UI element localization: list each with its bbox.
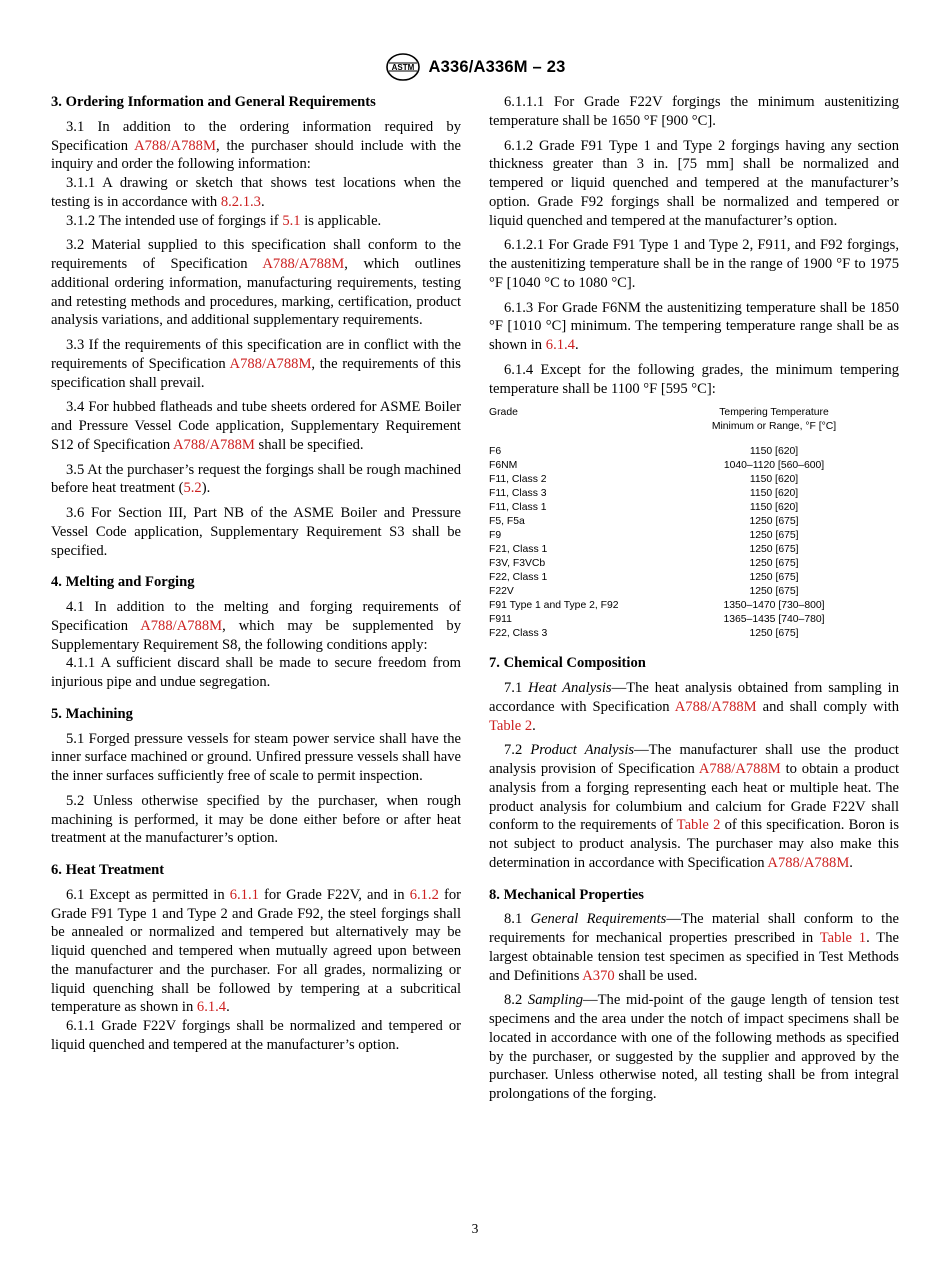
- paragraph-6-1-2: 6.1.2 Grade F91 Type 1 and Type 2 forgings having any section thickness greater than 3 in. [75 mm] shall be normalized and tempered or liquid quenched and tempered at the manufacturer’s option. Grade F92 forgings shall be normalized and tempered or liquid quenched and tempered at the manufacturer’s option.: [489, 137, 899, 229]
- paragraph-3-3: 3.3 If the requirements of this specification are in conflict with the requirements of Specification A788/A788M, the requirements of this specification shall prevail.: [51, 337, 461, 391]
- table-row: F3V, F3VCb 1250 [675]: [489, 558, 799, 570]
- table-row: F22, Class 1 1250 [675]: [489, 572, 799, 584]
- right-column: [489, 93, 899, 1104]
- table-row: F11, Class 2 1150 [620]: [489, 474, 799, 486]
- table-header-temp-1: Tempering Temperature: [719, 407, 829, 419]
- link-6-1-1[interactable]: 6.1.1: [229, 886, 259, 903]
- tempering-temperature-table: [489, 406, 899, 641]
- paragraph-6-1-4: 6.1.4 Except for the following grades, the minimum tempering temperature shall be 1100 °F [595 °C]:: [489, 361, 899, 397]
- paragraph-8-2: 8.2 Sampling—The mid-point of the gauge length of tension test specimens and the area under the notch of impact specimens shall be located in accordance with one of the following methods as specified by the purchaser, or suggested by the supplier and approved by the purchaser. Unless otherwise noted, all testing shall be from integral prolongations of the forging.: [489, 992, 900, 1102]
- table-row: F21, Class 1 1250 [675]: [489, 544, 799, 556]
- paragraph-5-1: 5.1 Forged pressure vessels for steam power service shall have the inner surface machined or ground. Unfired pressure vessels shall have the inner surfaces sufficiently free of scale to permit inspection.: [51, 730, 461, 784]
- table-row: F911 1365–1435 [740–780]: [489, 614, 825, 626]
- page-number: 3: [471, 1221, 479, 1236]
- paragraph-6-1-1-1: 6.1.1.1 For Grade F22V forgings the minimum austenitizing temperature shall be 1650 °F [900 °C].: [489, 94, 899, 129]
- section-title-3: 3. Ordering Information and General Requirements: [51, 94, 376, 110]
- link-6-1-2[interactable]: 6.1.2: [409, 886, 439, 903]
- link-a370[interactable]: A370: [582, 967, 615, 984]
- paragraph-3-1-1: 3.1.1 A drawing or sketch that shows test locations when the testing is in accordance with 8.2.1.3.: [51, 175, 461, 210]
- section-title-8: 8. Mechanical Properties: [489, 886, 644, 903]
- table-row: F91 Type 1 and Type 2, F92 1350–1470 [730–800]: [489, 600, 825, 612]
- link-a788[interactable]: A788/A788M: [767, 854, 850, 871]
- table-row: F9 1250 [675]: [489, 530, 799, 542]
- paragraph-7-1: 7.1 Heat Analysis—The heat analysis obtained from sampling in accordance with Specification A788/A788M and shall comply with Table 2.: [489, 680, 899, 734]
- table-row: F11, Class 3 1150 [620]: [489, 488, 799, 500]
- svg-text:ASTM: ASTM: [391, 63, 414, 72]
- paragraph-3-4: 3.4 For hubbed flatheads and tube sheets ordered for ASME Boiler and Pressure Vessel Code application, Supplementary Requirement S12 of Specification A788/A788M shall be specified.: [51, 399, 461, 453]
- paragraph-4-1: 4.1 In addition to the melting and forging requirements of Specification A788/A788M, which may be supplemented by Supplementary Requirement S8, the following conditions apply:: [51, 599, 461, 653]
- table-row: F6NM 1040–1120 [560–600]: [489, 460, 825, 472]
- link-a788[interactable]: A788/A788M: [173, 436, 255, 453]
- link-8-2-1-3[interactable]: 8.2.1.3: [220, 193, 261, 210]
- link-table-1[interactable]: Table 1: [819, 930, 867, 946]
- link-5-2[interactable]: 5.2: [183, 480, 202, 497]
- paragraph-8-1: 8.1 General Requirements—The material shall conform to the requirements for mechanical properties prescribed in Table 1. The largest obtainable tension test specimen as specified in Test Methods and Definitions A370 shall be used.: [489, 911, 900, 984]
- section-title-5: 5. Machining: [51, 705, 133, 722]
- left-column: [51, 93, 461, 1055]
- paragraph-5-2: 5.2 Unless otherwise specified by the purchaser, when rough machining is performed, it may be done either before or after heat treatment at the manufacturer’s option.: [51, 792, 461, 847]
- table-row: F6 1150 [620]: [489, 446, 799, 458]
- astm-logo-icon: [385, 52, 421, 82]
- page-header: [0, 52, 950, 82]
- link-a788[interactable]: A788/A788M: [134, 137, 216, 154]
- paragraph-3-5: 3.5 At the purchaser’s request the forgings shall be rough machined before heat treatment (5.2).: [51, 461, 461, 497]
- section-title-4: 4. Melting and Forging: [51, 574, 195, 591]
- link-table-2[interactable]: Table 2: [489, 717, 533, 734]
- link-a788[interactable]: A788/A788M: [229, 355, 312, 372]
- paragraph-4-1-1: 4.1.1 A sufficient discard shall be made to secure freedom from injurious pipe and undue segregation.: [51, 655, 461, 690]
- link-5-1[interactable]: 5.1: [282, 212, 301, 229]
- paragraph-3-1: 3.1 In addition to the ordering information required by Specification A788/A788M, the purchaser should include with the inquiry and order the following information:: [51, 118, 461, 173]
- paragraph-6-1: 6.1 Except as permitted in 6.1.1 for Grade F22V, and in 6.1.2 for Grade F91 Type 1 and Type 2 and Grade F92, the steel forgings shall be annealed or normalized and tempered but alternatively may be liquid quenched and tempered when mutually agreed upon between the manufacturer and the purchaser. For all grades, normalizing or liquid quenching shall be followed by tempering at a subcritical temperature as shown in 6.1.4.: [51, 886, 461, 1016]
- section-title-7: 7. Chemical Composition: [489, 655, 646, 672]
- table-header-temp-2: Minimum or Range, °F [°C]: [711, 420, 837, 432]
- document-code: A336/A336M – 23: [428, 57, 566, 76]
- link-a788[interactable]: A788/A788M: [698, 761, 781, 777]
- link-a788[interactable]: A788/A788M: [262, 256, 345, 272]
- paragraph-6-1-3: 6.1.3 For Grade F6NM the austenitizing temperature shall be 1850 °F [1010 °C] minimum. The tempering temperature range shall be as shown in 6.1.4.: [489, 299, 899, 353]
- section-title-6: 6. Heat Treatment: [51, 862, 165, 878]
- paragraph-3-6: 3.6 For Section III, Part NB of the ASME Boiler and Pressure Vessel Code application, Supplementary Requirement S3 shall be specified.: [51, 505, 461, 559]
- link-6-1-4[interactable]: 6.1.4: [545, 337, 575, 353]
- table-row: F22V 1250 [675]: [489, 586, 799, 598]
- paragraph-6-1-1: 6.1.1 Grade F22V forgings shall be normalized and tempered or liquid quenched and tempered at the manufacturer’s option.: [51, 1018, 461, 1053]
- link-a788[interactable]: A788/A788M: [674, 698, 757, 715]
- table-header-grade: Grade: [489, 407, 518, 419]
- table-row: F11, Class 1 1150 [620]: [489, 502, 799, 514]
- link-6-1-4[interactable]: 6.1.4: [196, 999, 227, 1016]
- paragraph-3-2: 3.2 Material supplied to this specification shall conform to the requirements of Specification A788/A788M, which outlines additional ordering information, manufacturing requirements, testing and retesting methods and procedures, marking, certification, product analysis variations, and additional supplementary requirements.: [51, 237, 461, 329]
- link-table-2[interactable]: Table 2: [676, 817, 721, 834]
- table-row: F22, Class 3 1250 [675]: [489, 628, 799, 640]
- paragraph-3-1-2: 3.1.2 The intended use of forgings if 5.1 is applicable.: [66, 212, 382, 229]
- paragraph-6-1-2-1: 6.1.2.1 For Grade F91 Type 1 and Type 2, F911, and F92 forgings, the austenitizing temperature shall be in the range of 1900 °F to 1975 °F [1040 °C to 1080 °C].: [489, 237, 899, 291]
- link-a788[interactable]: A788/A788M: [140, 617, 223, 634]
- paragraph-7-2: 7.2 Product Analysis—The manufacturer shall use the product analysis provision of Specification A788/A788M to obtain a product analysis from a forging representing each heat or multiple heat. The product analysis for columbium and calcium for Grade F22V shall conform to the requirements of Table 2 of this specification. Boron is not subject to product analysis. The purchaser may also make this determination in accordance with Specification A788/A788M.: [489, 742, 900, 871]
- table-row: F5, F5a 1250 [675]: [489, 516, 799, 528]
